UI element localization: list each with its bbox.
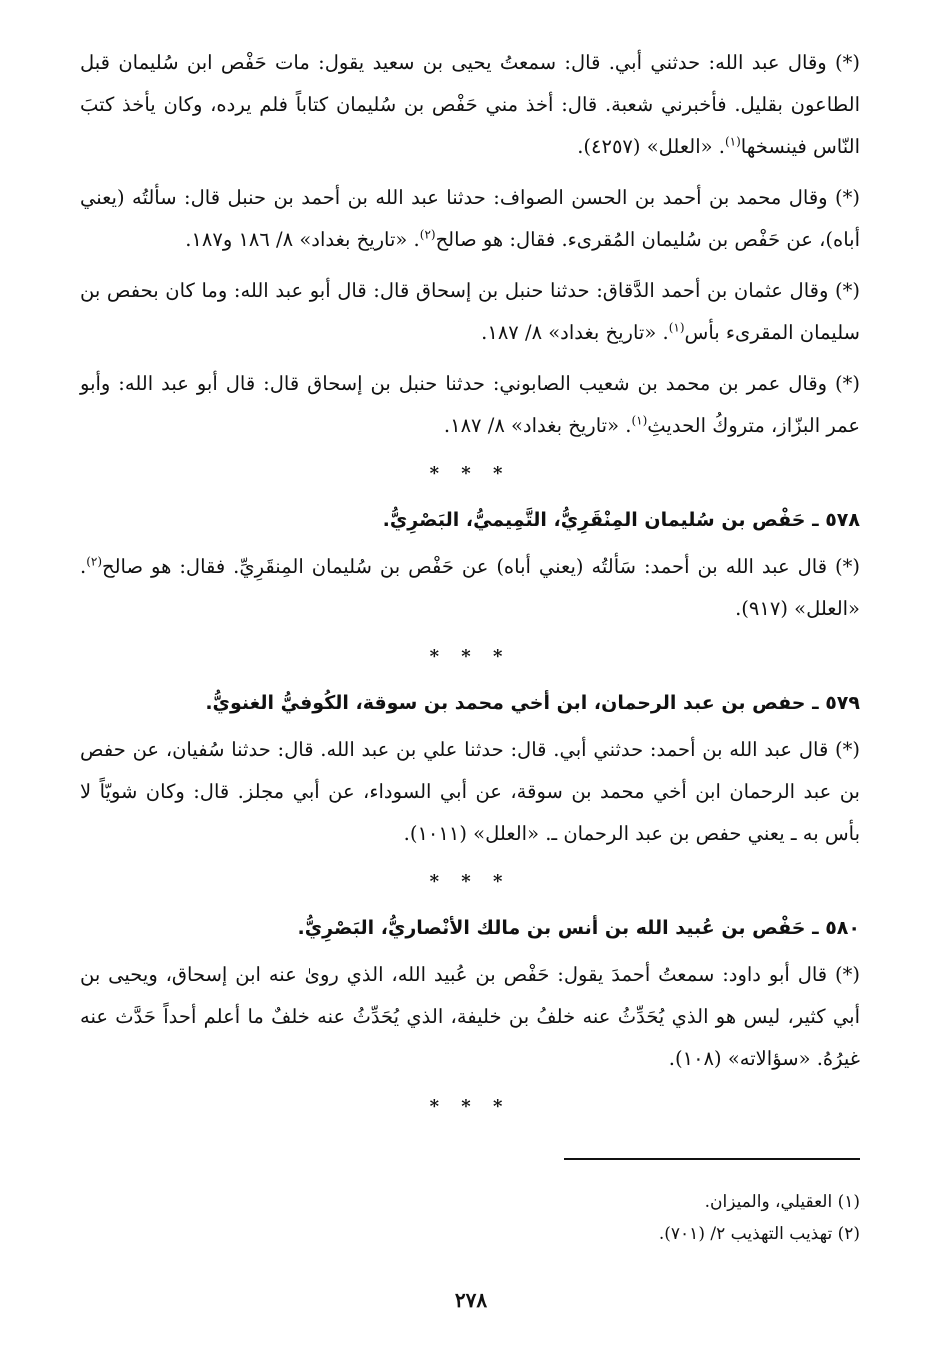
footnote-ref: (٢) — [419, 227, 436, 242]
paragraph-citation: . «العلل» (٤٢٥٧). — [577, 135, 725, 158]
entry-heading-579: ٥٧٩ ـ حفص بن عبد الرحمان، ابن أخي محمد بن سوقة، الكُوفيُّ الغنويُّ. — [205, 692, 860, 714]
paragraph-4 — [80, 363, 860, 447]
footnotes — [80, 1186, 860, 1250]
paragraph-text: (*) وقال عبد الله: حدثني أبي. قال: سمعتُ يحيى بن سعيد يقول: مات حَفْص ابن سُليمان قبل الطاعون بقليل. فأخبرني شعبة. قال: أخذ مني حَفْص بن سُليمان كتاباً فلم يرده، وكان يأخذ كتبَ النّاس فينسخها — [80, 51, 860, 158]
main-text — [80, 42, 860, 1131]
footnote-ref: (٢) — [86, 554, 103, 569]
paragraph-1 — [80, 42, 860, 168]
footnote-ref: (١) — [631, 413, 648, 428]
paragraph-2 — [80, 177, 860, 261]
footnote-rule — [564, 1158, 860, 1160]
section-separator: * * * — [429, 871, 511, 892]
paragraph-citation: . «العلل» (٩١٧). — [80, 555, 860, 620]
paragraph-text: (*) قال عبد الله بن أحمد: سَألتُه (يعني أباه) عن حَفْص بن سُليمان المِنقَرِيِّ. فقال: هو صالح — [102, 555, 860, 578]
paragraph-text: (*) وقال عمر بن محمد بن شعيب الصابوني: حدثنا حنبل بن إسحاق قال: قال أبو عبد الله: وأبو عمر البزّاز، متروكُ الحديثِ — [80, 372, 860, 437]
paragraph-text: (*) قال أبو داود: سمعتُ أحمدَ يقول: حَفْص بن عُبيد الله، الذي روىٰ عنه ابن إسحاق، ويحيى بن أبي كثير، ليس هو الذي يُحَدِّثُ عنه خلفُ بن خليفة، الذي يُحَدِّثُ عنه خلفٌ ما أعلم أحداً حَدَّث عنه غيرُهُ. «سؤالاته» (١٠٨). — [80, 963, 860, 1070]
entry-heading-580: ٥٨٠ ـ حَفْص بن عُبيد الله بن أنس بن مالك الأنْصاريُّ، البَصْرِيُّ. — [297, 917, 860, 939]
footnote-ref: (١) — [724, 134, 741, 149]
footnote-ref: (١) — [668, 320, 685, 335]
paragraph-text: (*) وقال عثمان بن أحمد الدَّقاق: حدثنا حنبل بن إسحاق قال: قال أبو عبد الله: وما كان بحفص بن سليمان المقرىء بأس — [80, 279, 860, 344]
page-number: ٢٧٨ — [454, 1288, 488, 1312]
paragraph-citation: . «تاريخ بغداد» ٨/ ١٨٧. — [443, 414, 632, 437]
paragraph-citation: . «تاريخ بغداد» ٨/ ١٨٦ و١٨٧. — [185, 228, 420, 251]
footnote-2: (٢) تهذيب التهذيب ٢/ (٧٠١). — [658, 1224, 860, 1244]
section-separator: * * * — [429, 1096, 511, 1117]
entry-heading-578: ٥٧٨ ـ حَفْص بن سُليمان المِنْقَرِيُّ، التَّمِيميُّ، البَصْرِيُّ. — [382, 509, 860, 531]
section-separator: * * * — [429, 463, 511, 484]
paragraph-3 — [80, 270, 860, 354]
paragraph-578 — [80, 546, 860, 630]
paragraph-579 — [80, 729, 860, 855]
paragraph-citation: . «تاريخ بغداد» ٨/ ١٨٧. — [481, 321, 669, 344]
paragraph-text: (*) قال عبد الله بن أحمد: حدثني أبي. قال: حدثنا علي بن عبد الله. قال: حدثنا سُفيان، عن حفص بن عبد الرحمان ابن أخي محمد بن سوقة، عن أبي السوداء، عن أبي مجلز. قال: وكان شويّاً لا بأس به ـ يعني حفص بن عبد الرحمان ـ. «العلل» (١٠١١). — [80, 738, 860, 845]
section-separator: * * * — [429, 646, 511, 667]
paragraph-580 — [80, 954, 860, 1080]
paragraph-text: (*) وقال محمد بن أحمد بن الحسن الصواف: حدثنا عبد الله بن أحمد بن حنبل قال: سألتُه (يعني أباه)، عن حَفْص بن سُليمان المُقرىء. فقال: هو صالح — [80, 186, 860, 251]
footnote-1: (١) العقيلي، والميزان. — [704, 1192, 860, 1212]
